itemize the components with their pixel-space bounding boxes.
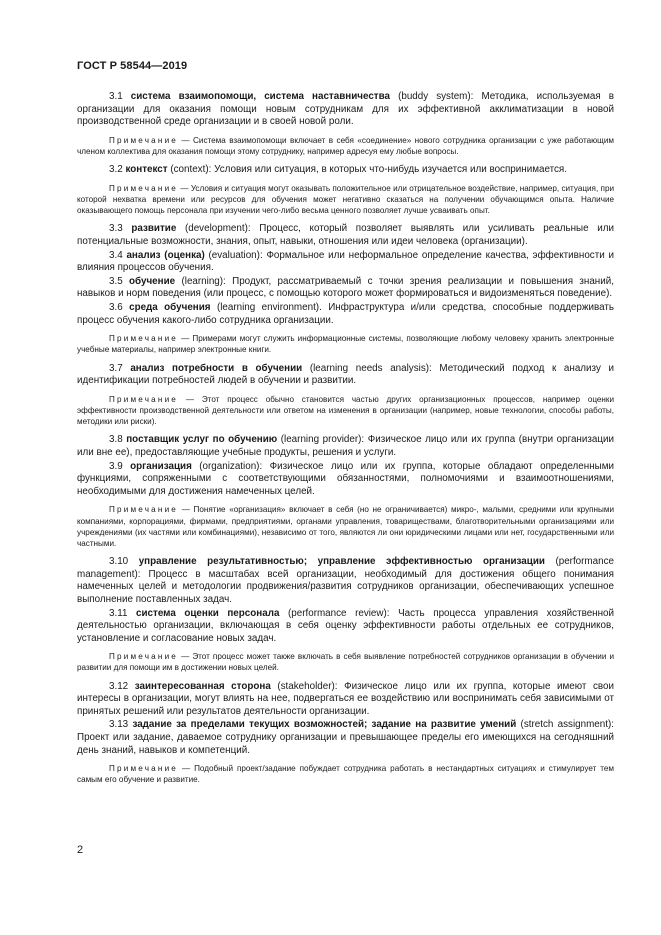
term-entry: [77, 91, 614, 129]
term-entry: [77, 681, 614, 719]
term-entry: [77, 302, 614, 327]
term-definition: Процесс, который позволяет выявлять или усиливать реальные или потенциальные возможности, знания, опыт, навыки, отношения или идеи человека (организации).: [77, 223, 614, 247]
note-text: — Этот процесс обычно становится частью других организационных процессов, например оценки эффективности производственной деятельности или ответом на изменения в организации (например, новые технологии, способы работы, методики или риски).: [77, 394, 614, 427]
term-english: (learning needs analysis):: [302, 362, 432, 374]
term-title: поставщик услуг по обучению: [126, 434, 278, 446]
term-title: задание за пределами текущих возможностей; задание на развитие умений: [132, 719, 517, 731]
term-title: анализ (оценка): [126, 249, 205, 261]
term-entry: [77, 719, 614, 757]
note-label: Примечание: [109, 334, 179, 344]
term-english: (stretch assignment):: [516, 719, 614, 731]
note-text: — Этот процесс может также включать в себя выявление потребностей сотрудников организации в обучении и развитии для помощи им в достижении новых целей.: [77, 652, 614, 673]
term-definition: Физическое лицо или их группа (внутри организации или вне ее), предоставляющие учебные продукты, решения и услуги.: [77, 434, 614, 458]
note-text: — Понятие «организация» включает в себя (но не ограничивается) микро-, малыми, средними или крупными компаниями, корпорациями, фирмами, предприятиями, органами управления, товариществами, благотворительными организациями или учреждениями (их частями или комбинациями), независимо от того, являются ли они юридическими лицами или нет, государственными или частными.: [77, 505, 614, 548]
term-definition: Методика, используемая в организации для оказания помощи новым сотрудникам для их эффективной акклиматизации в новой производственной среде организации и в своей новой роли.: [77, 91, 614, 128]
term-title: развитие: [131, 223, 177, 235]
term-english: (learning environment).: [210, 301, 322, 313]
term-number: 3.13: [109, 719, 129, 731]
term-title: контекст: [125, 164, 168, 176]
term-number: 3.1: [109, 91, 123, 102]
term-entry: [77, 608, 614, 646]
page-number: 2: [77, 844, 84, 856]
term-definition: Методический подход к анализу и идентификации потребностей людей в обучении и развитии.: [77, 362, 615, 387]
term-definition: Условия или ситуация, в которых что-нибудь изучается или воспринимается.: [211, 164, 567, 176]
note-text: — Условия и ситуация могут оказывать положительное или отрицательное воздействие, например, ситуация, при которой нехватка времени или ресурсов для обучения может негативно сказаться на получении обучающимся опыта. Наличие оказывающего помощь персонала при изучении чего-либо весьма ценного позволяет лучше усваивать опыт.: [77, 183, 614, 216]
term-number: 3.10: [109, 556, 129, 568]
note-paragraph: [77, 394, 614, 428]
term-definition: Инфраструктура и/или средства, способные поддерживать процесс обучения какого-либо сотрудника организации.: [77, 301, 614, 326]
term-english: (learning provider):: [277, 434, 365, 446]
term-definition: Процесс в масштабах всей организации, необходимый для достижения общего понимания намеченных целей и методологии продвижения/развития сотрудников организации, обеспечивающих успешное выполнение поставленных задач.: [77, 568, 614, 605]
term-english: (stakeholder):: [270, 680, 338, 692]
note-text: — Примерами могут служить информационные системы, позволяющие любому человеку хранить электронные учебные материалы, например электронные книги.: [77, 334, 614, 355]
term-english: (performance management):: [77, 556, 614, 580]
note-label: Примечание: [109, 135, 179, 145]
note-text: — Подобный проект/задание побуждает сотрудника работать в нестандартных ситуациях и стимулирует тем самым его обучение и развитие.: [77, 764, 614, 785]
term-number: 3.2: [109, 164, 123, 176]
term-definition: Проект или задание, даваемое сотруднику организации и превышающее пределы его имеющихся на сегодняшний день знаний, навыков и компетенций.: [77, 732, 614, 756]
note-paragraph: [77, 183, 614, 217]
term-title: система оценки персонала: [136, 607, 280, 619]
note-paragraph: [77, 333, 614, 355]
term-entry: [77, 363, 614, 388]
term-number: 3.6: [109, 301, 123, 313]
term-english: (context):: [167, 164, 212, 176]
term-number: 3.3: [109, 223, 123, 235]
term-number: 3.11: [109, 607, 128, 619]
term-title: обучение: [129, 275, 176, 287]
term-english: (performance review):: [279, 607, 390, 619]
term-title: анализ потребности в обучении: [130, 362, 303, 374]
note-label: Примечание: [109, 394, 179, 404]
term-title: управление результативностью; управление эффективностью организации: [138, 556, 545, 568]
note-paragraph: [77, 135, 614, 157]
term-entry: [77, 556, 614, 606]
term-title: система взаимопомощи, система наставничества: [130, 91, 391, 102]
standard-header: ГОСТ Р 58544—2019: [77, 60, 188, 72]
term-english: (development):: [176, 223, 251, 235]
term-number: 3.8: [109, 434, 123, 446]
term-entry: [77, 223, 614, 248]
term-definition: Физическое лицо или их группа, которые обладают определенными функциями, сопряженными с соответствующими обязанностями, полномочиями и взаимоотношениями, необходимыми для достижения намеченных целей.: [77, 460, 614, 497]
term-entry: [77, 276, 614, 301]
term-entry: [77, 434, 614, 459]
term-title: заинтересованная сторона: [134, 680, 271, 692]
term-english: (buddy system):: [390, 91, 474, 102]
term-entry: [77, 250, 614, 275]
note-label: Примечание: [109, 652, 179, 662]
term-title: среда обучения: [129, 301, 211, 313]
note-label: Примечание: [109, 183, 179, 193]
term-english: (learning):: [175, 275, 226, 287]
note-text: — Система взаимопомощи включает в себя «соединение» нового сотрудника организации с уже работающим членом коллектива для оказания помощи этому сотруднику, например адресуя ему любые вопросы.: [77, 135, 614, 156]
term-number: 3.4: [109, 249, 123, 261]
term-entry: [77, 164, 614, 177]
note-paragraph: [77, 651, 614, 673]
term-entry: [77, 461, 614, 499]
term-number: 3.5: [109, 275, 123, 287]
note-paragraph: [77, 763, 614, 785]
note-paragraph: [77, 504, 614, 549]
term-english: (evaluation):: [204, 249, 263, 261]
term-definition: Формальное или неформальное определение качества, эффективности и влияния процессов обучения.: [77, 249, 614, 274]
term-number: 3.12: [109, 680, 129, 692]
note-label: Примечание: [109, 764, 179, 774]
term-definition: Продукт, рассматриваемый с точки зрения реализации и повышения знаний, навыков и норм поведения (или процесс, с помощью которого может формироваться и видоизменяться поведение).: [77, 275, 614, 300]
term-number: 3.7: [109, 362, 123, 374]
terms-section: [77, 91, 614, 793]
term-english: (organization):: [191, 460, 263, 472]
term-definition: Часть процесса управления хозяйственной деятельностью организации, включающая в себя оценку эффективности работы отдельных ее сотрудников, установление и согласование новых задач.: [77, 607, 615, 644]
term-number: 3.9: [109, 460, 123, 472]
term-definition: Физическое лицо или их группа, которые имеют свои интересы в организации, могут влиять на нее, подвергаться ее воздействию или воспринимать себя зависимыми от принятых решений или результатов деятельности организации.: [77, 680, 614, 717]
note-label: Примечание: [109, 505, 179, 515]
term-title: организация: [130, 460, 192, 472]
